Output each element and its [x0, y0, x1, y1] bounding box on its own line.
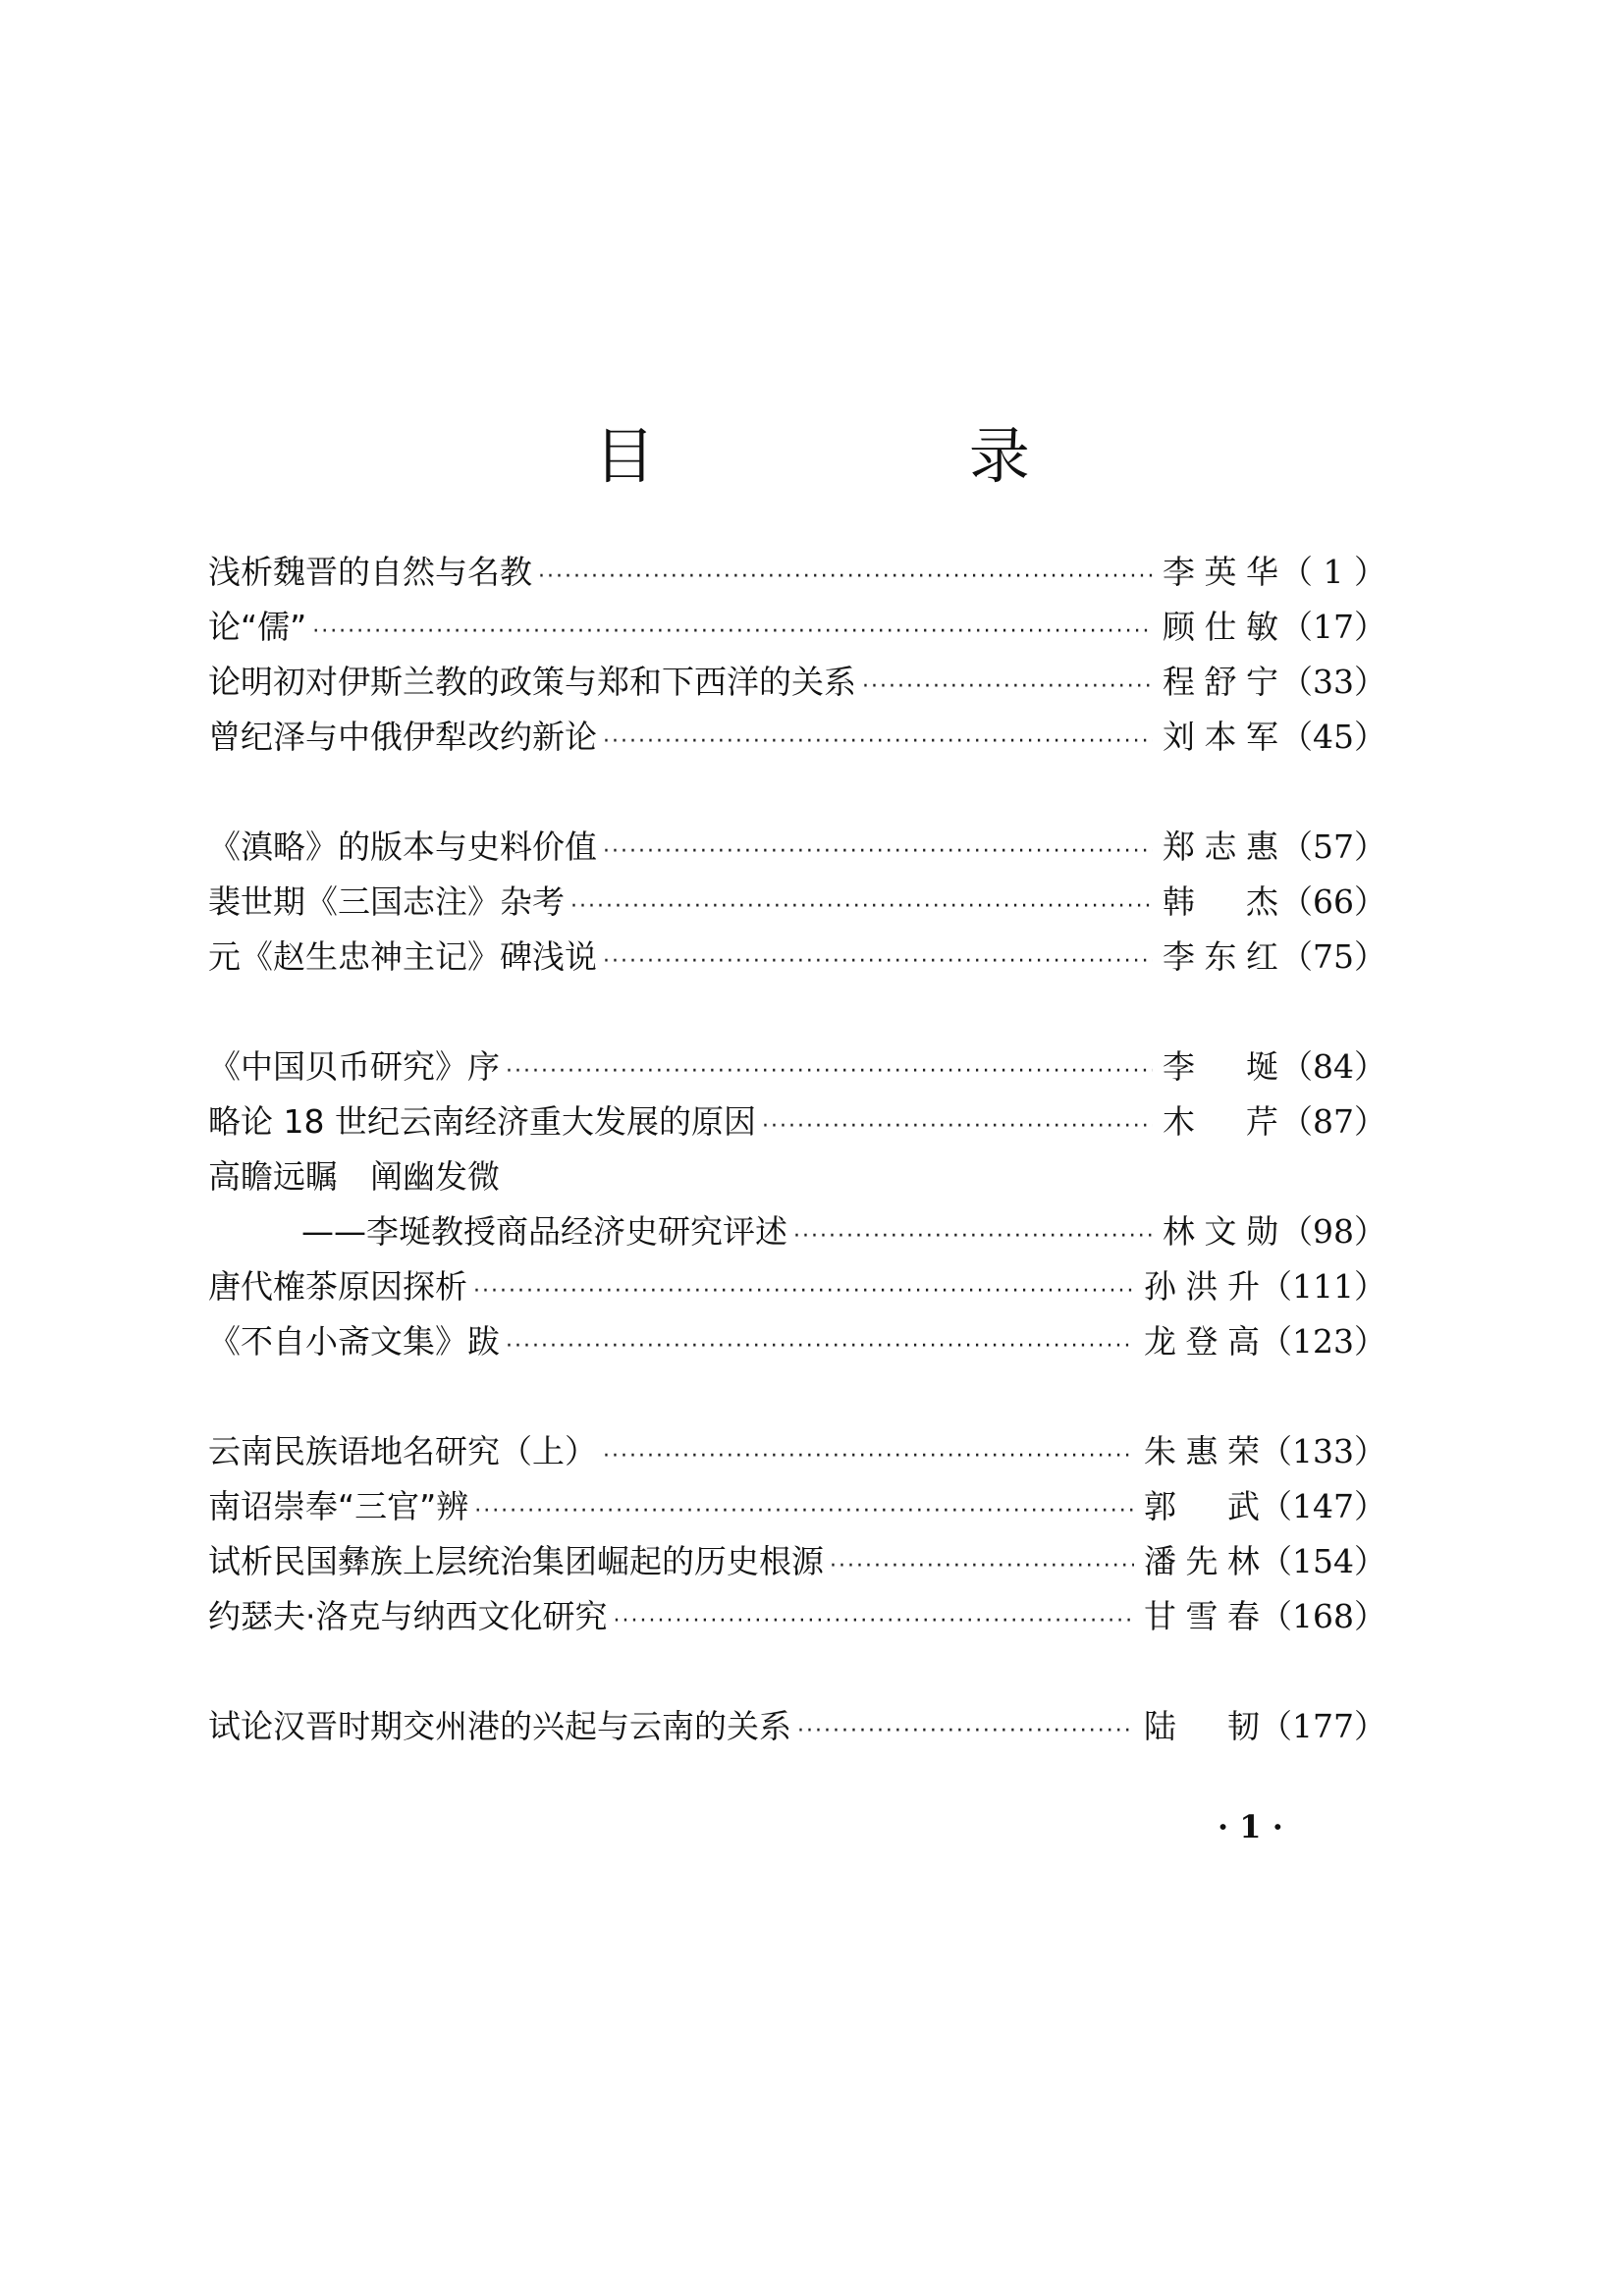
entry-author: 李埏	[1163, 1047, 1278, 1086]
entry-page: （84）	[1280, 1047, 1386, 1086]
entry-author: 李东红	[1163, 937, 1278, 976]
toc-entry[interactable]	[208, 1479, 1386, 1534]
entry-page: （111）	[1260, 1267, 1386, 1306]
entry-title: 论“儒”	[208, 608, 307, 646]
toc-group	[208, 545, 1386, 765]
dot-leader	[797, 1704, 1134, 1759]
entry-title: 《不自小斋文集》跋	[208, 1322, 500, 1361]
toc-entry[interactable]	[208, 600, 1386, 655]
dot-leader	[762, 1099, 1153, 1154]
entry-title: 浅析魏晋的自然与名教	[208, 553, 532, 591]
dot-leader	[603, 934, 1153, 989]
entry-author: 甘雪春	[1144, 1597, 1260, 1635]
entry-author: 潘先林	[1144, 1542, 1260, 1580]
toc-entry[interactable]	[208, 820, 1386, 875]
dot-leader	[793, 1209, 1153, 1264]
entry-page: （147）	[1260, 1487, 1386, 1525]
toc-entry[interactable]	[208, 710, 1386, 765]
toc-entry[interactable]	[208, 1314, 1386, 1369]
entry-page: （123）	[1260, 1322, 1386, 1361]
entry-author: 郑志惠	[1163, 828, 1278, 866]
entry-author: 李英华	[1163, 553, 1278, 591]
entry-page: （57）	[1280, 828, 1386, 866]
page-title: 目 录	[594, 420, 1177, 492]
entry-page: （98）	[1280, 1212, 1386, 1251]
entry-page: （168）	[1260, 1597, 1386, 1635]
toc-entry[interactable]	[208, 655, 1386, 710]
entry-title: 《中国贝币研究》序	[208, 1047, 500, 1086]
entry-title: 元《赵生忠神主记》碑浅说	[208, 937, 597, 976]
entry-author: 顾仕敏	[1163, 608, 1278, 646]
dot-leader	[603, 1429, 1134, 1484]
entry-author: 木芹	[1163, 1102, 1278, 1141]
dot-leader	[570, 880, 1153, 934]
toc-entry[interactable]	[208, 1534, 1386, 1589]
entry-title: 试析民国彝族上层统治集团崛起的历史根源	[208, 1542, 824, 1580]
toc-entry[interactable]	[208, 930, 1386, 985]
dot-leader	[614, 1594, 1135, 1649]
toc-group	[208, 820, 1386, 985]
toc-entry[interactable]	[208, 1040, 1386, 1095]
dot-leader	[538, 550, 1153, 605]
dot-leader	[506, 1319, 1134, 1374]
entry-title: 约瑟夫·洛克与纳西文化研究	[208, 1597, 608, 1635]
dot-leader	[603, 825, 1153, 880]
entry-page: （87）	[1280, 1102, 1386, 1141]
toc-entry[interactable]	[208, 1095, 1386, 1149]
toc-entry[interactable]	[208, 1149, 1386, 1204]
toc-group	[208, 1699, 1386, 1754]
entry-author: 程舒宁	[1163, 663, 1278, 701]
entry-author: 刘本军	[1163, 718, 1278, 756]
entry-title: 云南民族语地名研究（上）	[208, 1432, 597, 1470]
dot-leader	[603, 715, 1153, 770]
table-of-contents	[208, 545, 1386, 1809]
toc-entry[interactable]	[208, 1259, 1386, 1314]
dot-leader	[830, 1539, 1134, 1594]
dot-leader	[506, 1044, 1153, 1099]
entry-title: 《滇略》的版本与史料价值	[208, 828, 597, 866]
toc-entry[interactable]	[208, 1699, 1386, 1754]
entry-title: ——李埏教授商品经济史研究评述	[301, 1212, 787, 1251]
toc-group	[208, 1040, 1386, 1369]
toc-group	[208, 1424, 1386, 1644]
entry-title: 裴世期《三国志注》杂考	[208, 882, 565, 921]
dot-leader	[474, 1484, 1134, 1539]
entry-page: （75）	[1280, 937, 1386, 976]
entry-page: （177）	[1260, 1707, 1386, 1745]
entry-page: （33）	[1280, 663, 1386, 701]
entry-page: （ 1 ）	[1280, 553, 1386, 591]
entry-author: 林文勋	[1163, 1212, 1278, 1251]
entry-page: （154）	[1260, 1542, 1386, 1580]
entry-page: （133）	[1260, 1432, 1386, 1470]
entry-page: （45）	[1280, 718, 1386, 756]
entry-author: 郭武	[1144, 1487, 1260, 1525]
entry-page: （17）	[1280, 608, 1386, 646]
entry-page: （66）	[1280, 882, 1386, 921]
entry-author: 韩杰	[1163, 882, 1278, 921]
entry-title: 论明初对伊斯兰教的政策与郑和下西洋的关系	[208, 663, 856, 701]
entry-author: 孙洪升	[1144, 1267, 1260, 1306]
entry-title: 试论汉晋时期交州港的兴起与云南的关系	[208, 1707, 791, 1745]
entry-author: 龙登高	[1144, 1322, 1260, 1361]
entry-title: 曾纪泽与中俄伊犁改约新论	[208, 718, 597, 756]
dot-leader	[473, 1264, 1134, 1319]
toc-entry[interactable]	[208, 1424, 1386, 1479]
entry-title: 高瞻远瞩 阐幽发微	[208, 1157, 500, 1196]
dot-leader	[312, 605, 1153, 660]
entry-title: 唐代榷茶原因探析	[208, 1267, 467, 1306]
entry-title: 南诏崇奉“三官”辨	[208, 1487, 469, 1525]
toc-entry[interactable]	[208, 1204, 1386, 1259]
toc-entry[interactable]	[208, 545, 1386, 600]
entry-author: 陆韧	[1144, 1707, 1260, 1745]
entry-author: 朱惠荣	[1144, 1432, 1260, 1470]
dot-leader	[862, 660, 1153, 715]
toc-entry[interactable]	[208, 1589, 1386, 1644]
entry-title: 略论 18 世纪云南经济重大发展的原因	[208, 1102, 756, 1141]
page-number: · 1 ·	[1218, 1808, 1283, 1845]
toc-entry[interactable]	[208, 875, 1386, 930]
